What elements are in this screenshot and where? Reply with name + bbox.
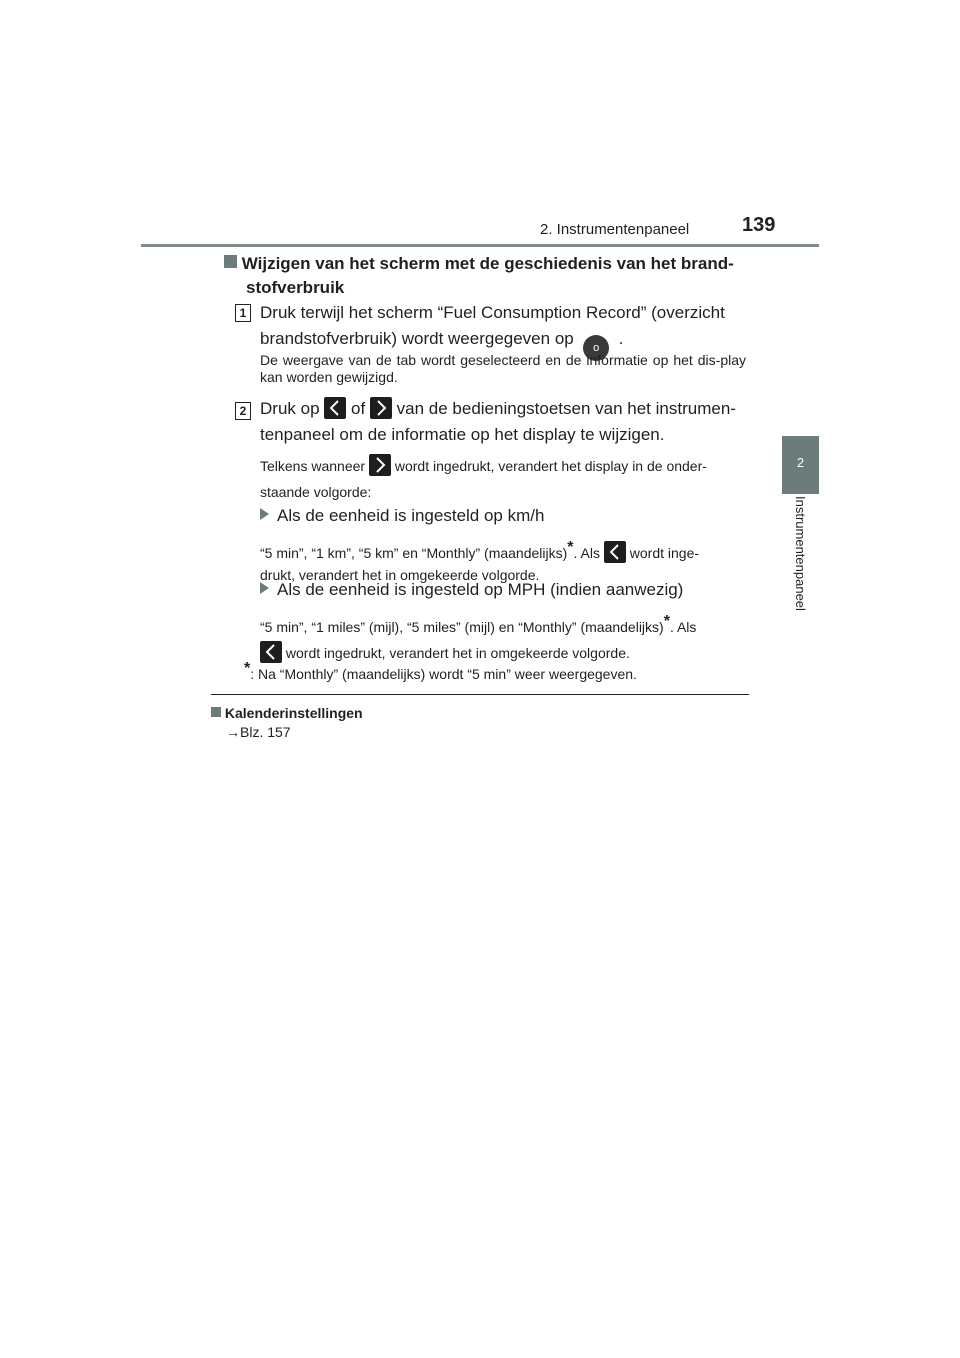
- unit-mph-text-b: . Als: [669, 619, 697, 635]
- chapter-title: 2. Instrumentenpaneel: [540, 221, 690, 238]
- section-heading-line1: [224, 252, 748, 276]
- step-1-period: .: [618, 329, 624, 348]
- step-1-line2-text: brandstofverbruik) wordt weergegeven op: [260, 329, 574, 348]
- section-divider: [211, 694, 749, 695]
- step-2-line1: [260, 396, 746, 422]
- step-number-2: 2: [235, 402, 251, 420]
- side-chapter-tab: [782, 436, 819, 494]
- unit-kmh-text-d: drukt, verandert het in omgekeerde volgorde.: [260, 567, 540, 583]
- page-number: 139: [742, 214, 776, 236]
- square-bullet-icon: [224, 255, 237, 268]
- section-heading-line2: stofverbruik: [246, 278, 345, 297]
- calendar-heading: [211, 705, 363, 721]
- footnote-asterisk: *: [244, 660, 251, 677]
- footnote-marker: *: [567, 539, 574, 556]
- triangle-bullet-icon: [260, 582, 269, 594]
- unit-mph-text: [260, 609, 746, 666]
- calendar-page-link[interactable]: →Blz. 157: [226, 724, 291, 740]
- unit-kmh-text-a: “5 min”, “1 km”, “5 km” en “Monthly” (maandelijks): [260, 545, 568, 561]
- chevron-right-icon: [370, 397, 392, 419]
- chevron-left-icon: [324, 397, 346, 419]
- unit-mph-heading: [260, 580, 683, 600]
- step-1-note: De weergave van de tab wordt geselecteerd en de informatie op het dis-play kan worden gewijzigd.: [260, 352, 746, 385]
- unit-kmh-heading: [260, 506, 544, 526]
- step-2-text: [260, 396, 746, 448]
- square-bullet-icon: [211, 707, 221, 717]
- step-2-text-a: Druk op: [260, 399, 320, 418]
- header-rule: [141, 244, 819, 247]
- unit-mph-text-a: “5 min”, “1 miles” (mijl), “5 miles” (mijl) en “Monthly” (maandelijks): [260, 619, 664, 635]
- step-number-1: 1: [235, 304, 251, 322]
- step-1-line1: Druk terwijl het scherm “Fuel Consumption Record” (overzicht: [260, 303, 725, 322]
- section-heading: [224, 252, 748, 300]
- unit-kmh-heading-text: Als de eenheid is ingesteld op km/h: [277, 506, 545, 525]
- unit-kmh-text: [260, 537, 746, 586]
- o-button-icon: o: [583, 335, 609, 361]
- side-chapter-number: 2: [796, 455, 805, 470]
- unit-mph-text-c: wordt ingedrukt, verandert het in omgekeerde volgorde.: [285, 645, 630, 661]
- side-chapter-title: Instrumentenpaneel: [793, 496, 808, 611]
- chevron-left-icon: [604, 541, 626, 563]
- chevron-right-icon: [369, 454, 391, 476]
- footnote: [244, 660, 754, 683]
- calendar-title: Kalenderinstellingen: [224, 705, 363, 721]
- step-2-note-c: staande volgorde:: [260, 484, 372, 500]
- unit-kmh-text-c: wordt inge-: [629, 545, 700, 561]
- unit-kmh-text-b: . Als: [573, 545, 600, 561]
- section-title-text: Wijzigen van het scherm met de geschiedenis van het brand-: [241, 254, 734, 273]
- footnote-marker: *: [663, 613, 670, 630]
- step-2-note: [260, 453, 746, 505]
- unit-mph-heading-text: Als de eenheid is ingesteld op MPH (indien aanwezig): [277, 580, 684, 599]
- triangle-bullet-icon: [260, 508, 269, 520]
- footnote-text: : Na “Monthly” (maandelijks) wordt “5 min” weer weergegeven.: [250, 666, 637, 682]
- step-2-note-a: Telkens wanneer: [260, 458, 366, 474]
- step-2-line2: tenpaneel om de informatie op het display te wijzigen.: [260, 425, 665, 444]
- step-2-text-b: of: [351, 399, 366, 418]
- step-2-note-b: wordt ingedrukt, verandert het display in de onder-: [394, 458, 707, 474]
- step-2-text-c: van de bedieningstoetsen van het instrumen-: [396, 399, 736, 418]
